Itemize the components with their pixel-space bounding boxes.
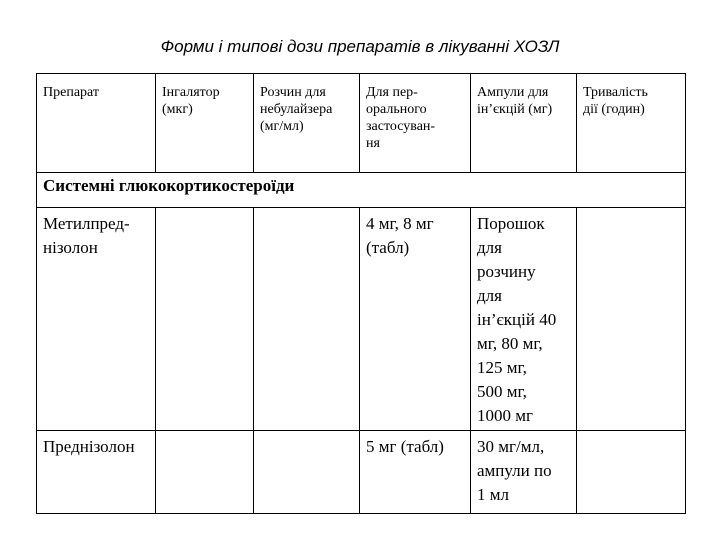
- table-row: [37, 431, 686, 514]
- dosage-table: [36, 73, 686, 514]
- cell-drug: Метилпред- нізолон: [37, 208, 156, 431]
- cell-oral: 4 мг, 8 мг (табл): [360, 208, 471, 431]
- slide-title: Форми і типові дози препаратів в лікуванні ХОЗЛ: [160, 37, 560, 56]
- cell-oral: 5 мг (табл): [360, 431, 471, 514]
- cell-duration: [577, 431, 686, 514]
- table-row: [37, 208, 686, 431]
- section-title: Системні глюкокортикостероїди: [37, 173, 686, 208]
- cell-nebulizer: [254, 208, 360, 431]
- header-duration: Тривалість дії (годин): [577, 74, 686, 173]
- header-drug: Препарат: [37, 74, 156, 173]
- section-row: [37, 173, 686, 208]
- header-injection: Ампули для ін’єкцій (мг): [471, 74, 577, 173]
- header-inhaler: Інгалятор (мкг): [156, 74, 254, 173]
- cell-injection: Порошок для розчину для ін’єкцій 40 мг, 80 мг, 125 мг, 500 мг, 1000 мг: [471, 208, 577, 431]
- cell-duration: [577, 208, 686, 431]
- header-nebulizer: Розчин для небулайзера (мг/мл): [254, 74, 360, 173]
- cell-injection: 30 мг/мл, ампули по 1 мл: [471, 431, 577, 514]
- header-oral: Для пер- орального застосуван- ня: [360, 74, 471, 173]
- cell-inhaler: [156, 431, 254, 514]
- header-row: [37, 74, 686, 173]
- cell-nebulizer: [254, 431, 360, 514]
- cell-inhaler: [156, 208, 254, 431]
- cell-drug: Преднізолон: [37, 431, 156, 514]
